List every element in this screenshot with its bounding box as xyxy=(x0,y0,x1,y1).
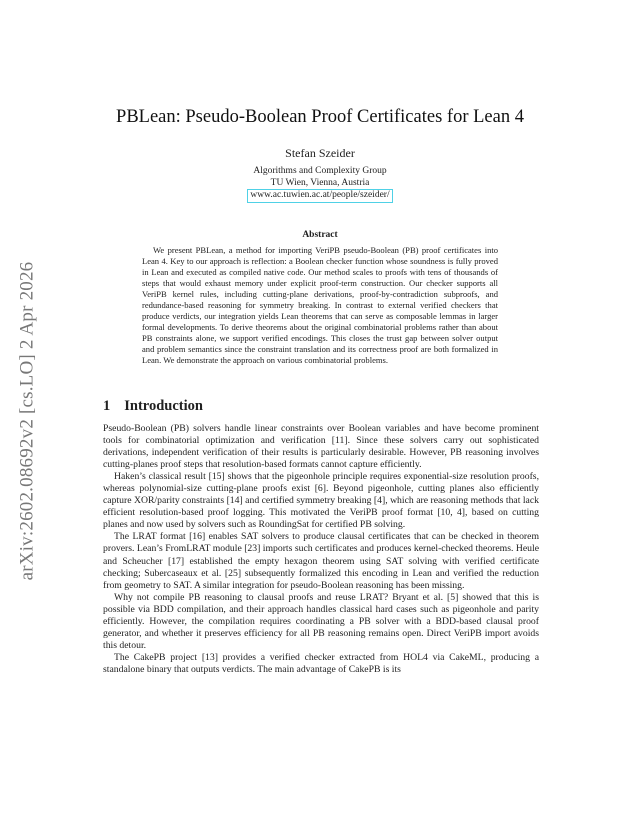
affiliation xyxy=(0,166,640,203)
arxiv-stamp xyxy=(6,236,48,606)
abstract-text: We present PBLean, a method for importing VeriPB pseudo-Boolean (PB) proof certificates into Lean 4. Key to our approach is reflection: a Boolean checker function whose soundness is fully proved in Lean and executed as compiled native code. Our method scales to proofs with tens of thousands of steps that would exhaust memory under explicit proof-term construction. Our checker supports all VeriPB kernel rules, including cutting-plane derivations, proof-by-contradiction subproofs, and redundance-based reasoning for symmetry breaking. In contrast to external verified checkers that produce verdicts, our integration yields Lean theorems that can serve as composable lemmas in larger formal developments. To derive theorems about the original combinatorial problems rather than about PB constraints alone, we support verified encodings. This closes the trust gap between solver output and problem semantics since the constraint translation and its correctness proof are both formalized in Lean. We demonstrate the approach on various combinatorial problems. xyxy=(142,245,498,365)
paragraph: The CakePB project [13] provides a verified checker extracted from HOL4 via CakeML, producing a standalone binary that outputs verdicts. The main advantage of CakePB is its xyxy=(103,651,539,675)
paragraph: Why not compile PB reasoning to clausal proofs and reuse LRAT? Bryant et al. [5] showed that this is possible via BDD compilation, and their approach handles classical hard cases such as pigeonhole and parity efficiently. However, the compilation requires coordinating a PB solver with a BDD-based clausal proof generator, and whether it preserves efficiency for all PB reasoning remains open. Direct VeriPB import avoids this detour. xyxy=(103,591,539,651)
affiliation-institution: TU Wien, Vienna, Austria xyxy=(270,177,370,188)
paragraph: Haken’s classical result [15] shows that the pigeonhole principle requires exponential-size resolution proofs, whereas polynomial-size cutting-plane proofs exist [6]. Beyond pigeonhole, cutting planes also efficiently capture XOR/parity constraints [14] and certified symmetry breaking [4], which are reasoning methods that lack efficient resolution-based proof logging. This motivated the VeriPB proof format [10, 4], based on cutting planes and now used by solvers such as RoundingSat for certified PB solving. xyxy=(103,471,539,531)
title-text: PBLean: Pseudo-Boolean Proof Certificates for Lean 4 xyxy=(116,107,524,127)
body-text xyxy=(103,423,539,676)
author-url-link[interactable]: www.ac.tuwien.ac.at/people/szeider/ xyxy=(247,189,392,203)
paragraph: Pseudo-Boolean (PB) solvers handle linear constraints over Boolean variables and have become prominent tools for combinatorial optimization and verification [11]. Since these solvers carry out sophisticated derivations, independent verification of their results is particularly desirable. However, PB reasoning involves cutting-planes proof steps that resolution-based formats cannot capture efficiently. xyxy=(103,423,539,471)
paragraph: The LRAT format [16] enables SAT solvers to produce clausal certificates that can be checked in theorem provers. Lean’s FromLRAT module [23] imports such certificates and produces kernel-checked theorems. Heule and Scheucher [17] established the empty hexagon theorem using SAT solving with verified certificate checking; Subercaseaux et al. [25] subsequently formalized this encoding in Lean and verified the reduction from geometry to SAT. A similar integration for pseudo-Boolean reasoning has been missing. xyxy=(103,531,539,591)
section-title: Introduction xyxy=(124,398,203,414)
abstract-heading: Abstract xyxy=(302,230,338,240)
author: Stefan Szeider xyxy=(285,146,355,160)
paper-title xyxy=(0,107,640,128)
section-number: 1 xyxy=(103,398,111,414)
affiliation-group: Algorithms and Complexity Group xyxy=(253,166,387,176)
arxiv-id: arXiv:2602.08692v2 [cs.LO] 2 Apr 2026 xyxy=(16,261,37,581)
section-heading xyxy=(103,398,203,415)
